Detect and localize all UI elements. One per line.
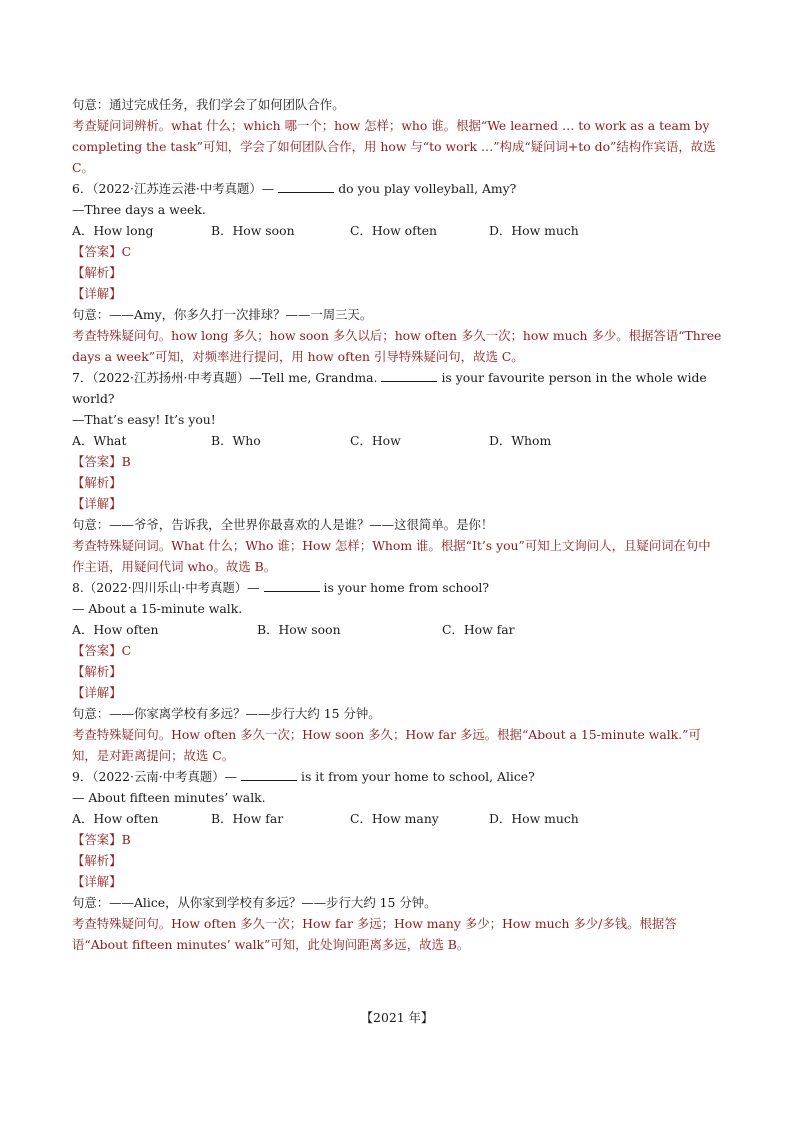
question-stem-tail: world? bbox=[72, 391, 115, 406]
document-body bbox=[72, 94, 722, 955]
question-stem: 6．（2022·江苏连云港·中考真题）— do you play volleyball, Amy? bbox=[72, 181, 517, 196]
question-source: （2022·云南·中考真题） bbox=[92, 769, 225, 784]
option-b: B．How soon bbox=[257, 622, 341, 637]
option-c: C．How far bbox=[442, 622, 515, 637]
option-d: D．How much bbox=[489, 223, 579, 238]
sentence-meaning: 句意：——Alice，从你家到学校有多远？——步行大约 15 分钟。 bbox=[72, 895, 437, 910]
options-row bbox=[72, 430, 722, 451]
options-row bbox=[72, 220, 722, 241]
answer-blank bbox=[381, 369, 437, 382]
answer-line: 【答案】B bbox=[72, 454, 131, 469]
options-row bbox=[72, 808, 722, 829]
jiexi-label: 【解析】 bbox=[72, 853, 122, 868]
option-a: A．How often bbox=[72, 622, 159, 637]
option-c: C．How many bbox=[350, 811, 439, 826]
question-source: （2022·江苏扬州·中考真题） bbox=[92, 370, 250, 385]
answer-value: C bbox=[121, 643, 132, 658]
question-source: （2022·四川乐山·中考真题） bbox=[83, 580, 248, 595]
xiangjie-label: 【详解】 bbox=[72, 496, 122, 511]
section-heading: 【2021 年】 bbox=[360, 1010, 434, 1025]
analysis-text: 考查特殊疑问词。What 什么；Who 谁；How 怎样；Whom 谁。根据“It’s you”可知上文询问人，且疑问词在句中作主语，用疑问代词 who。故选 B。 bbox=[72, 538, 711, 574]
option-b: B．How far bbox=[211, 811, 284, 826]
answer-line: 【答案】C bbox=[72, 244, 132, 259]
answer-blank bbox=[264, 579, 320, 592]
sentence-meaning: 句意：——Amy，你多久打一次排球？——一周三天。 bbox=[72, 307, 373, 322]
option-a: A．How long bbox=[72, 223, 154, 238]
analysis-text: 考查特殊疑问句。How often 多久一次；How far 多远；How many 多少；How much 多少/多钱。根据答语“About fifteen minutes’ walk”可知，此处询问距离多远，故选 B。 bbox=[72, 916, 677, 952]
option-a: A．What bbox=[72, 433, 127, 448]
intro-meaning: 句意：通过完成任务，我们学会了如何团队合作。 bbox=[72, 97, 345, 112]
question-9 bbox=[72, 766, 722, 955]
question-6 bbox=[72, 178, 722, 367]
xiangjie-label: 【详解】 bbox=[72, 286, 122, 301]
question-8 bbox=[72, 577, 722, 766]
question-reply: — About a 15-minute walk. bbox=[72, 601, 243, 616]
option-d: D．Whom bbox=[489, 433, 552, 448]
sentence-meaning: 句意：——爷爷，告诉我，全世界你最喜欢的人是谁？——这很简单。是你！ bbox=[72, 517, 494, 532]
answer-value: B bbox=[121, 454, 131, 469]
answer-line: 【答案】B bbox=[72, 832, 131, 847]
option-c: C．How bbox=[350, 433, 401, 448]
question-reply: —Three days a week. bbox=[72, 202, 206, 217]
analysis-text: 考查特殊疑问句。how long 多久；how soon 多久以后；how often 多久一次；how much 多少。根据答语“Three days a week”可知，对频率进行提问，用 how often 引导特殊疑问句，故选 C。 bbox=[72, 328, 722, 364]
option-c: C．How often bbox=[350, 223, 438, 238]
xiangjie-label: 【详解】 bbox=[72, 685, 122, 700]
jiexi-label: 【解析】 bbox=[72, 664, 122, 679]
answer-blank bbox=[278, 180, 334, 193]
jiexi-label: 【解析】 bbox=[72, 475, 122, 490]
question-stem: 9．（2022·云南·中考真题）— is it from your home to school, Alice? bbox=[72, 769, 535, 784]
sentence-meaning: 句意：——你家离学校有多远？——步行大约 15 分钟。 bbox=[72, 706, 381, 721]
analysis-text: 考查特殊疑问句。How often 多久一次；How soon 多久；How far 多远。根据“About a 15-minute walk.”可知，是对距离提问；故选 C。 bbox=[72, 727, 701, 763]
answer-line: 【答案】C bbox=[72, 643, 132, 658]
question-source: （2022·江苏连云港·中考真题） bbox=[92, 181, 262, 196]
option-b: B．How soon bbox=[211, 223, 295, 238]
jiexi-label: 【解析】 bbox=[72, 265, 122, 280]
answer-value: C bbox=[121, 244, 132, 259]
question-stem: 7．（2022·江苏扬州·中考真题）—Tell me, Grandma. is your favourite person in the whole wide bbox=[72, 370, 707, 385]
intro-analysis: 考查疑问词辨析。what 什么；which 哪一个；how 怎样；who 谁。根据“We learned … to work as a team by completing the task”可知，学会了如何团队合作，用 how 与“to work …”构成“疑问词+to do”结构作宾语，故选 C。 bbox=[72, 118, 716, 175]
answer-value: B bbox=[121, 832, 131, 847]
option-a: A．How often bbox=[72, 811, 159, 826]
answer-blank bbox=[241, 768, 297, 781]
question-stem: 8.（2022·四川乐山·中考真题）— is your home from school? bbox=[72, 580, 490, 595]
option-d: D．How much bbox=[489, 811, 579, 826]
question-7 bbox=[72, 367, 722, 577]
options-row bbox=[72, 619, 722, 640]
option-b: B．Who bbox=[211, 433, 261, 448]
question-reply: — About fifteen minutes’ walk. bbox=[72, 790, 266, 805]
xiangjie-label: 【详解】 bbox=[72, 874, 122, 889]
question-reply: —That’s easy! It’s you! bbox=[72, 412, 216, 427]
